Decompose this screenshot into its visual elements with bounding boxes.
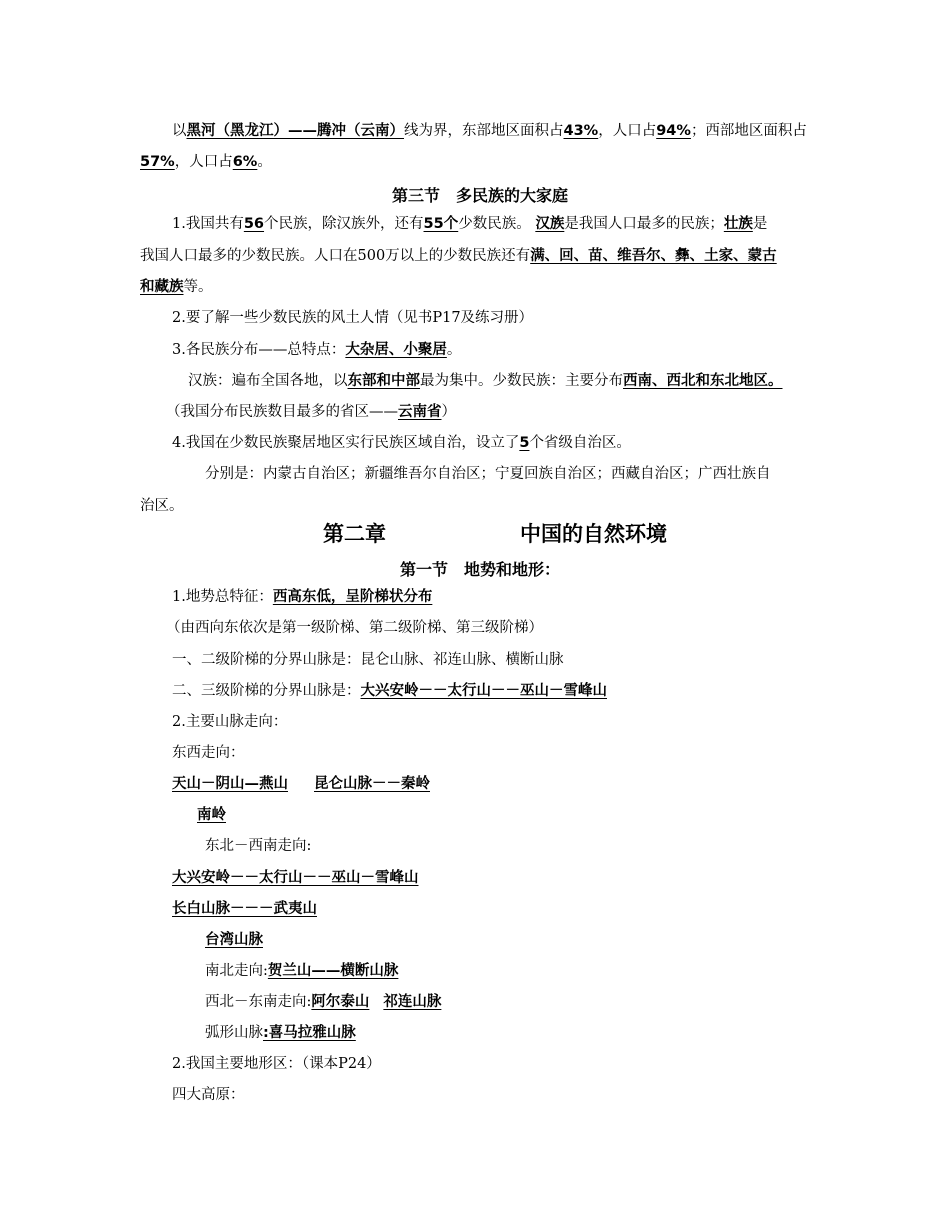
text: 个省级自治区。 xyxy=(529,435,631,451)
text: 西北－东南走向: xyxy=(205,994,312,1010)
text: ，人口占 xyxy=(598,123,657,139)
chapter-2-label: 第二章 xyxy=(323,522,386,546)
east-area-percent: 43% xyxy=(563,123,599,139)
himalaya-range: :喜马拉雅山脉 xyxy=(263,1025,356,1041)
west-population-percent: 6% xyxy=(232,154,258,170)
text: ） xyxy=(441,404,456,420)
text: ，人口占 xyxy=(174,154,233,170)
han-region: 东部和中部 xyxy=(347,373,420,389)
text: 3.各民族分布——总特点： xyxy=(172,342,346,358)
landforms-heading: 2.我国主要地形区：（课本P24） xyxy=(172,1056,381,1072)
terrain-steps: （由西向东依次是第一级阶梯、第二级阶梯、第三级阶梯） xyxy=(166,620,543,636)
han-ethnic: 汉族 xyxy=(535,216,565,232)
east-population-percent: 94% xyxy=(656,123,691,139)
kunlun-range: 昆仑山脉－－秦岭 xyxy=(314,776,430,792)
east-west-label: 东西走向： xyxy=(172,745,245,761)
section-1-heading: 第一节 地势和地形： xyxy=(399,560,560,579)
east-west-ranges xyxy=(172,774,852,794)
yunnan-province: 云南省 xyxy=(398,404,442,420)
text: 1.地势总特征： xyxy=(172,589,273,605)
text: 1.我国共有 xyxy=(172,216,244,232)
northeast-southwest-label: 东北－西南走向: xyxy=(205,838,312,854)
step-1-2-boundary: 一、二级阶梯的分界山脉是：昆仑山脉、祁连山脉、横断山脉 xyxy=(172,652,564,668)
minority-region: 西南、西北和东北地区。 xyxy=(623,373,783,389)
text: 南北走向: xyxy=(205,963,268,979)
changbai-range: 长白山脉－－－武夷山 xyxy=(172,901,317,917)
west-area-percent: 57% xyxy=(140,154,175,170)
item-3-line-2 xyxy=(188,371,868,391)
text: 以 xyxy=(172,123,187,139)
minority-count: 55个 xyxy=(423,216,459,232)
item-4-line-2: 分别是：内蒙古自治区；新疆维吾尔自治区；宁夏回族自治区；西藏自治区；广西壮族自 xyxy=(205,466,771,482)
zhuang-ethnic: 壮族 xyxy=(723,216,753,232)
intro-line-2 xyxy=(140,152,820,172)
large-minorities-cont: 和藏族 xyxy=(140,279,184,295)
terrain-summary: 西高东低，呈阶梯状分布 xyxy=(272,589,433,605)
nanling-line xyxy=(197,805,877,825)
arc-range-line xyxy=(205,1023,885,1043)
boundary-line: 黑河（黑龙江）——腾冲（云南） xyxy=(186,123,404,139)
helan-range: 贺兰山——横断山脉 xyxy=(267,963,399,979)
autonomous-region-count: 5 xyxy=(519,435,530,451)
taiwan-line xyxy=(205,930,885,950)
item-3-line-1 xyxy=(172,340,852,360)
northwest-southeast-line xyxy=(205,992,885,1012)
terrain-feature xyxy=(172,587,852,607)
intro-line-1 xyxy=(172,121,852,141)
text: 少数民族。 xyxy=(458,216,531,232)
item-1-line-2 xyxy=(140,246,820,266)
ne-sw-range-1 xyxy=(172,868,852,888)
text: 。 xyxy=(257,154,272,170)
section-3-heading: 第三节 多民族的大家庭 xyxy=(391,186,568,205)
mountains-heading: 2.主要山脉走向： xyxy=(172,714,288,730)
text: （我国分布民族数目最多的省区—— xyxy=(166,404,398,420)
text: 弧形山脉 xyxy=(205,1025,263,1041)
chapter-2-title: 中国的自然环境 xyxy=(520,522,667,546)
text: 我国人口最多的少数民族。人口在500万以上的少数民族还有 xyxy=(140,248,531,264)
step-2-3-mountains: 大兴安岭－－太行山－－巫山－雪峰山 xyxy=(360,683,607,699)
step-2-3-boundary xyxy=(172,681,852,701)
item-2: 2.要了解一些少数民族的风土人情（见书P17及练习册） xyxy=(172,310,534,326)
daxinganling-range: 大兴安岭－－太行山－－巫山－雪峰山 xyxy=(172,870,419,886)
text: ；西部地区面积占 xyxy=(690,123,807,139)
taiwan-range: 台湾山脉 xyxy=(205,932,263,948)
ethnic-count: 56 xyxy=(243,216,265,232)
text: 是 xyxy=(752,216,768,232)
four-plateaus-label: 四大高原： xyxy=(172,1087,245,1103)
distribution-feature: 大杂居、小聚居 xyxy=(345,342,447,358)
text: 是我国人口最多的民族； xyxy=(564,216,724,232)
text: 线为界，东部地区面积占 xyxy=(404,123,564,139)
item-1-line-1 xyxy=(172,214,852,234)
north-south-line xyxy=(205,961,885,981)
text: 个民族，除汉族外，还有 xyxy=(264,216,424,232)
altai-range: 阿尔泰山 xyxy=(311,994,370,1010)
text: 汉族：遍布全国各地，以 xyxy=(188,373,348,389)
item-1-line-3 xyxy=(140,277,820,297)
text: 。 xyxy=(446,342,462,358)
ne-sw-range-2 xyxy=(172,899,852,919)
tianshan-range: 天山－阴山—燕山 xyxy=(172,776,288,792)
item-4-line-3: 治区。 xyxy=(140,498,184,514)
item-4-line-1 xyxy=(172,433,852,453)
nanling-range: 南岭 xyxy=(197,807,226,823)
large-minorities: 满、回、苗、维吾尔、彝、土家、蒙古 xyxy=(530,248,777,264)
text: 二、三级阶梯的分界山脉是： xyxy=(172,683,361,699)
text: 等。 xyxy=(183,279,213,295)
qilian-range: 祁连山脉 xyxy=(383,994,442,1010)
text: 最为集中。少数民族：主要分布 xyxy=(420,373,623,389)
item-3-line-3 xyxy=(166,402,846,422)
text: 4.我国在少数民族聚居地区实行民族区域自治，设立了 xyxy=(172,435,520,451)
